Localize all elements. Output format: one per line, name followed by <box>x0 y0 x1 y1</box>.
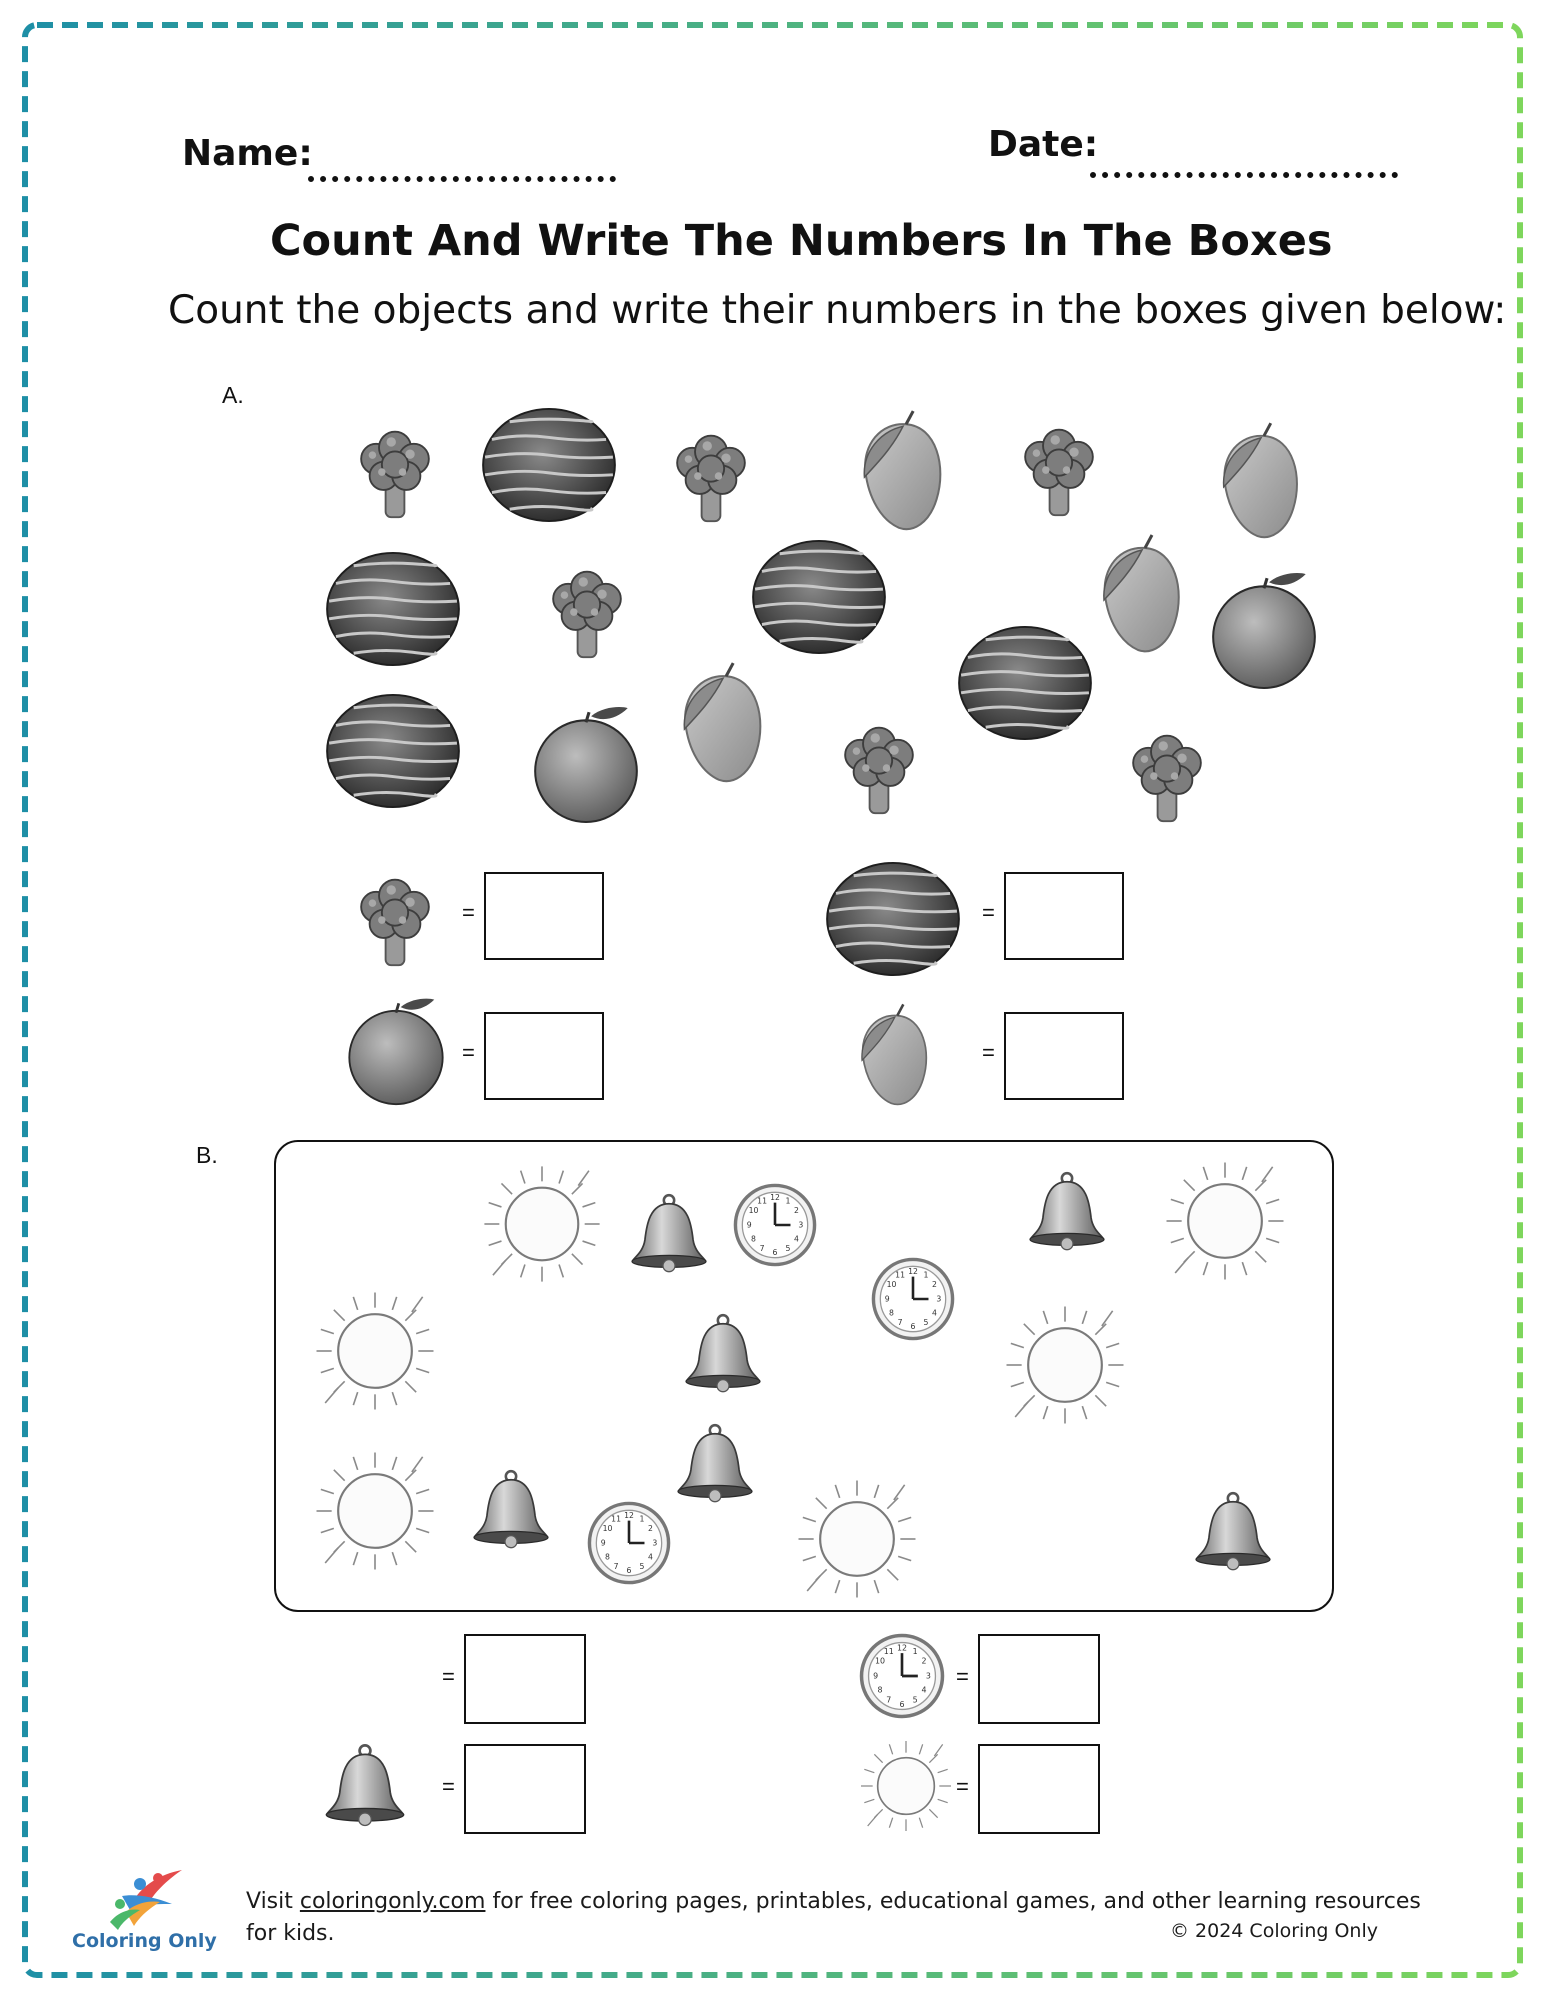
watermelon-icon <box>750 538 888 656</box>
instruction-text: Count the objects and write their numbers in the boxes given below: <box>168 288 1507 333</box>
clock-icon <box>732 1182 818 1268</box>
equals-sign: = <box>442 1664 455 1689</box>
clock-icon <box>858 1632 946 1720</box>
broccoli-icon <box>1120 724 1214 830</box>
bell-icon <box>680 1310 766 1396</box>
brand-name: Coloring Only <box>72 1930 217 1952</box>
equals-sign: = <box>956 1664 969 1689</box>
mango-icon <box>670 658 772 790</box>
broccoli-count-box[interactable] <box>484 872 604 960</box>
orange-icon <box>344 994 448 1106</box>
watermelon-icon <box>324 550 462 668</box>
sun-icon <box>478 1160 606 1288</box>
sun-icon <box>310 1286 440 1416</box>
name-field[interactable] <box>308 176 616 182</box>
orange-icon <box>530 702 642 824</box>
equals-sign: = <box>462 1040 475 1065</box>
equals-sign: = <box>442 1774 455 1799</box>
clock-icon <box>870 1256 956 1342</box>
watermelon-icon <box>324 692 462 810</box>
copyright: © 2024 Coloring Only <box>1170 1920 1378 1942</box>
worksheet-title: Count And Write The Numbers In The Boxes <box>270 216 1333 266</box>
bell-icon <box>1190 1488 1276 1574</box>
bell-icon <box>626 1190 712 1276</box>
sun-icon <box>310 1446 440 1576</box>
mango-icon <box>850 1000 936 1112</box>
broccoli-icon <box>664 424 758 530</box>
bell-icon <box>672 1420 758 1506</box>
bell-icon <box>1024 1168 1110 1254</box>
section-a-label: A. <box>222 382 244 408</box>
broccoli-icon <box>540 560 634 666</box>
section-b-label: B. <box>196 1142 218 1168</box>
orange-count-box[interactable] <box>484 1012 604 1100</box>
equals-sign: = <box>462 900 475 925</box>
section-b-count-box[interactable] <box>464 1634 586 1724</box>
bell-icon <box>320 1740 410 1830</box>
equals-sign: = <box>956 1774 969 1799</box>
footer-rest: for free coloring pages, printables, educational games, and other learning resources for kids. <box>246 1889 1421 1946</box>
watermelon-icon <box>480 406 618 524</box>
clock-icon <box>586 1500 672 1586</box>
watermelon-icon <box>956 624 1094 742</box>
equals-sign: = <box>982 900 995 925</box>
mango-icon <box>1210 418 1308 546</box>
broccoli-icon <box>348 420 442 526</box>
bell-count-box[interactable] <box>464 1744 586 1834</box>
sun-icon <box>856 1736 956 1836</box>
mango-icon <box>1090 530 1190 660</box>
coloring-only-logo-icon <box>100 1864 192 1930</box>
watermelon-icon <box>824 860 962 978</box>
site-link[interactable]: coloringonly.com <box>299 1889 486 1914</box>
clock-count-box[interactable] <box>978 1634 1100 1724</box>
date-label: Date: <box>988 124 1099 165</box>
footer-visit: Visit <box>246 1889 300 1914</box>
date-field[interactable] <box>1090 172 1398 178</box>
sun-icon <box>1160 1156 1290 1286</box>
sun-icon <box>1000 1300 1130 1430</box>
sun-icon <box>792 1474 922 1604</box>
mango-icon <box>850 406 952 538</box>
sun-count-box[interactable] <box>978 1744 1100 1834</box>
equals-sign: = <box>982 1040 995 1065</box>
broccoli-icon <box>348 868 442 974</box>
broccoli-icon <box>1012 418 1106 524</box>
mango-count-box[interactable] <box>1004 1012 1124 1100</box>
bell-icon <box>468 1466 554 1552</box>
broccoli-icon <box>832 716 926 822</box>
watermelon-count-box[interactable] <box>1004 872 1124 960</box>
name-label: Name: <box>182 133 313 174</box>
orange-icon <box>1208 568 1320 690</box>
